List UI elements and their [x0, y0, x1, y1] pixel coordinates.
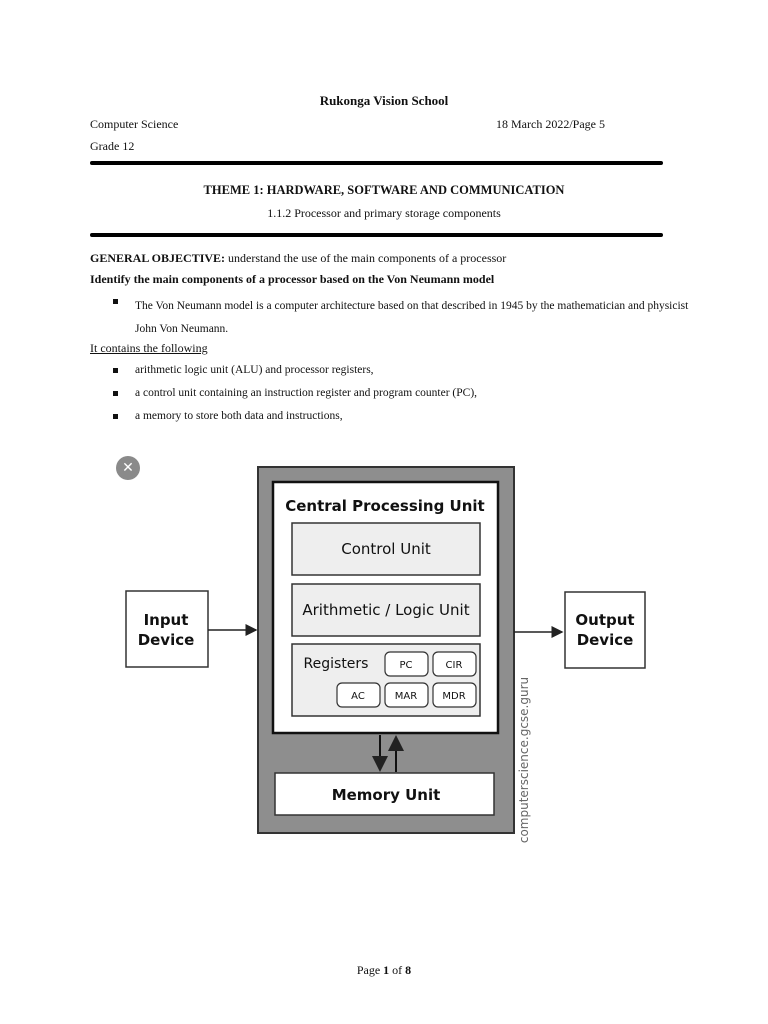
register-cir-label: CIR: [445, 660, 463, 671]
theme-title: THEME 1: HARDWARE, SOFTWARE AND COMMUNICATION: [203, 183, 565, 197]
input-device-box: [126, 591, 208, 667]
of-word: of: [389, 963, 406, 977]
output-device-line1: Output: [575, 611, 635, 629]
bullet-text: a memory to store both data and instructions,: [135, 410, 343, 422]
register-ac-label: AC: [351, 691, 365, 702]
subject: Computer Science: [90, 117, 179, 131]
contains-heading: It contains the following: [90, 341, 208, 355]
date-page: 18 March 2022/Page 5: [496, 117, 605, 131]
control-unit-label: Control Unit: [341, 540, 431, 558]
page-total: 8: [405, 963, 412, 977]
input-device-line2: Device: [137, 631, 195, 649]
memory-unit-label: Memory Unit: [331, 786, 441, 804]
register-mar-label: MAR: [394, 691, 418, 702]
alu-label: Arithmetic / Logic Unit: [302, 601, 470, 619]
objective-label: GENERAL OBJECTIVE:: [90, 251, 226, 265]
input-device-line1: Input: [143, 611, 189, 629]
cpu-title: Central Processing Unit: [285, 497, 485, 515]
grade: Grade 12: [90, 139, 135, 153]
school-name: Rukonga Vision School: [319, 93, 449, 108]
register-mdr-label: MDR: [442, 691, 466, 702]
register-pc-label: PC: [399, 660, 413, 671]
page-footer: [0, 963, 768, 978]
watermark: computerscience.gcse.guru: [517, 676, 531, 844]
output-device-line2: Device: [576, 631, 634, 649]
page-word: Page: [356, 963, 384, 977]
bullet-text: a control unit containing an instruction register and program counter (PC),: [135, 387, 478, 399]
output-device-box: [565, 592, 645, 668]
identify-heading: Identify the main components of a processor based on the Von Neumann model: [90, 272, 495, 286]
objective-text: understand the use of the main components of a processor: [225, 251, 507, 265]
bullet-text: The Von Neumann model is a computer architecture based on that described in 1945 by the mathematician and physicist John Von Neumann.: [135, 300, 689, 335]
registers-label: Registers: [303, 656, 369, 672]
theme-subtitle: 1.1.2 Processor and primary storage components: [267, 206, 501, 220]
bullet-text: arithmetic logic unit (ALU) and processor registers,: [135, 364, 374, 376]
page-number: 1: [383, 963, 390, 977]
close-icon: ✕: [122, 460, 134, 476]
